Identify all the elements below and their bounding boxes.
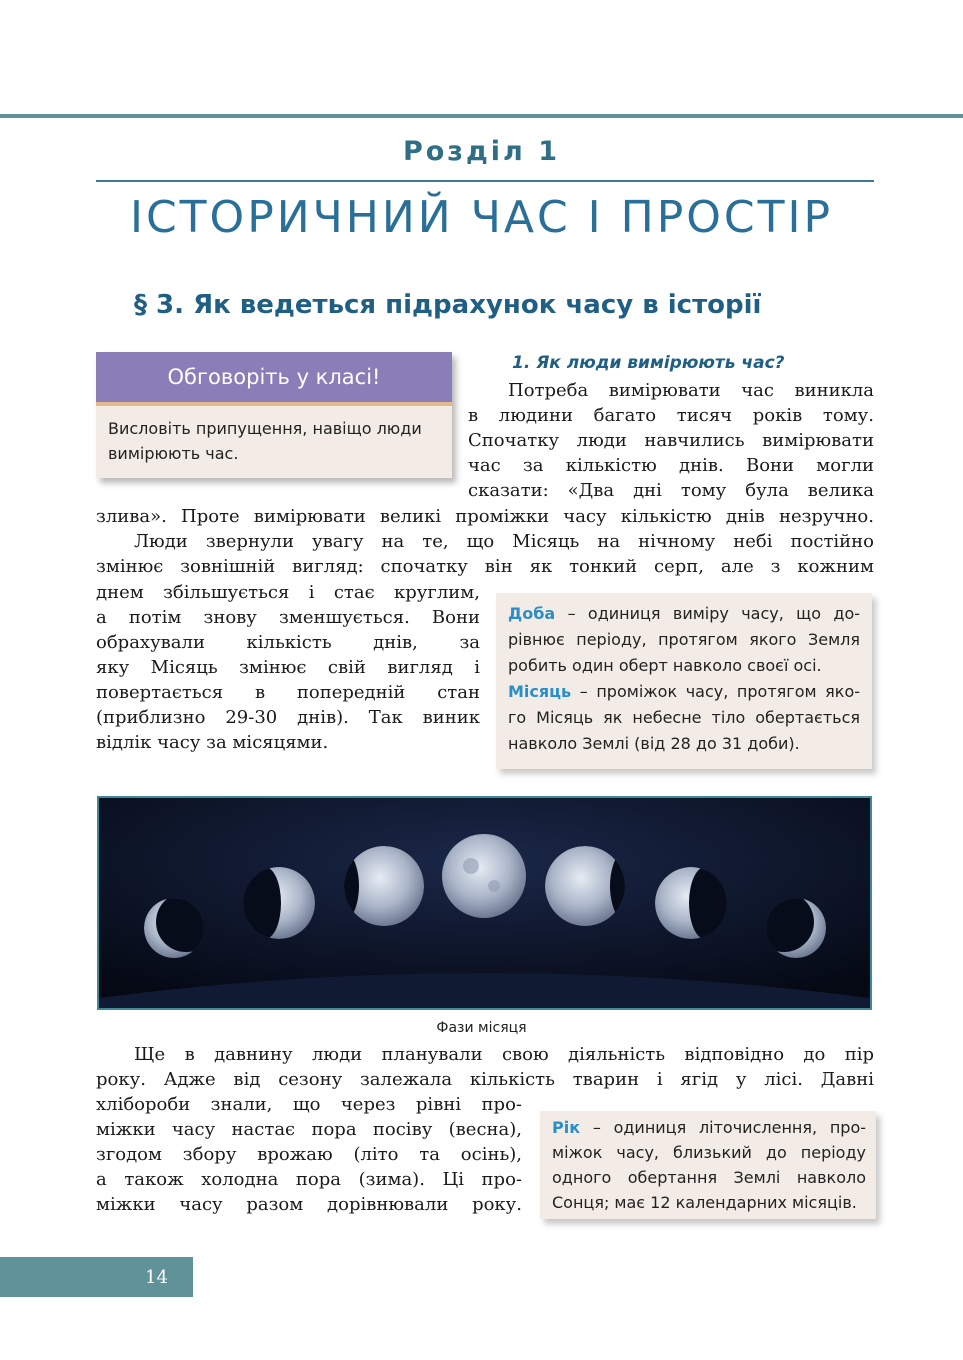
text-line: відлік часу за місяцями. <box>96 732 329 753</box>
text-line: обрахували кількість днів, за <box>96 632 480 653</box>
text-line: днем збільшується і стає круглим, <box>96 582 480 603</box>
text-line: повертається в попередній стан <box>96 682 480 703</box>
definition-line: Сонця; має 12 календарних місяців. <box>552 1193 857 1212</box>
text-line: хлібороби знали, що через рівні про- <box>96 1094 522 1115</box>
text-line: сказати: «Два дні тому була велика <box>468 480 874 501</box>
definition-line <box>508 601 860 627</box>
definition-line: міжок часу, близький до періоду <box>552 1143 866 1162</box>
definition-box-year <box>540 1111 876 1219</box>
discuss-box <box>96 352 452 478</box>
text-line: злива». Проте вимірювати великі проміжки часу кількістю днів незручно. <box>96 506 874 527</box>
discuss-heading: Обговоріть у класі! <box>96 352 452 402</box>
text-line: Потреба вимірювати час виникла <box>508 380 874 401</box>
definition-line: рівнює періоду, протягом якого Земля <box>508 630 860 649</box>
term-month: Місяць <box>508 682 572 701</box>
text-line: міжки часу настає пора посіву (весна), <box>96 1119 522 1140</box>
discuss-text <box>96 406 452 476</box>
definition-text: – одиниця виміру часу, що до- <box>555 604 860 623</box>
text-line: а потім знову зменшується. Вони <box>96 607 480 628</box>
text-line: (приблизно 29-30 днів). Так виник <box>96 707 480 728</box>
definition-line: го Місяць як небесне тіло обертається <box>508 708 860 727</box>
moon-last-quarter <box>655 867 727 939</box>
text-line: Ще в давнину люди планували свою діяльність відповідно до пір <box>134 1044 874 1065</box>
chapter-label: Розділ 1 <box>402 136 561 167</box>
subsection-heading: 1. Як люди вимірюють час? <box>512 353 785 373</box>
text-line: Люди звернули увагу на те, що Місяць на нічному небі постійно <box>134 531 874 552</box>
definition-text: – проміжок часу, протягом яко- <box>571 682 860 701</box>
chapter-rule <box>96 180 874 182</box>
definition-line <box>552 1115 866 1141</box>
definition-line <box>508 679 860 705</box>
text-line: яку Місяць змінює свій вигляд і <box>96 657 480 678</box>
chapter-title: ІСТОРИЧНИЙ ЧАС І ПРОСТІР <box>129 192 834 243</box>
moon-phases-illustration <box>99 798 870 1008</box>
moon-phases-photo <box>97 796 872 1010</box>
text-line: Спочатку люди навчились вимірювати <box>468 430 874 451</box>
discuss-line: вимірюють час. <box>108 444 239 463</box>
text-line: в людини багато тисяч років тому. <box>468 405 874 426</box>
discuss-line: Висловіть припущення, навіщо люди <box>108 419 422 438</box>
section-title: § 3. Як ведеться підрахунок часу в історії <box>134 290 762 320</box>
term-day: Доба <box>508 604 556 623</box>
moon-first-quarter <box>243 867 315 939</box>
definition-box-day-month <box>496 593 872 769</box>
text-line: міжки часу разом дорівнювали року. <box>96 1194 522 1215</box>
definition-line: одного обертання Землі навколо <box>552 1168 866 1187</box>
definition-line: робить один оберт навколо своєї осі. <box>508 656 822 675</box>
moon-full <box>442 834 526 918</box>
text-line: змінює зовнішній вигляд: спочатку він як тонкий серп, але з кожним <box>96 556 874 577</box>
text-line: час за кількістю днів. Вони могли <box>468 455 874 476</box>
text-line: року. Адже від сезону залежала кількість тварин і ягід у лісі. Давні <box>96 1069 874 1090</box>
text-line: згодом збору врожаю (літо та осінь), <box>96 1144 522 1165</box>
figure-caption: Фази місяця <box>436 1020 527 1036</box>
text-line: а також холодна пора (зима). Ці про- <box>96 1169 522 1190</box>
definition-line: навколо Землі (від 28 до 31 доби). <box>508 734 800 753</box>
page-number: 14 <box>145 1267 168 1288</box>
top-rule <box>0 114 963 118</box>
term-year: Рік <box>552 1118 581 1137</box>
definition-text: – одиниця літочислення, про- <box>580 1118 866 1137</box>
